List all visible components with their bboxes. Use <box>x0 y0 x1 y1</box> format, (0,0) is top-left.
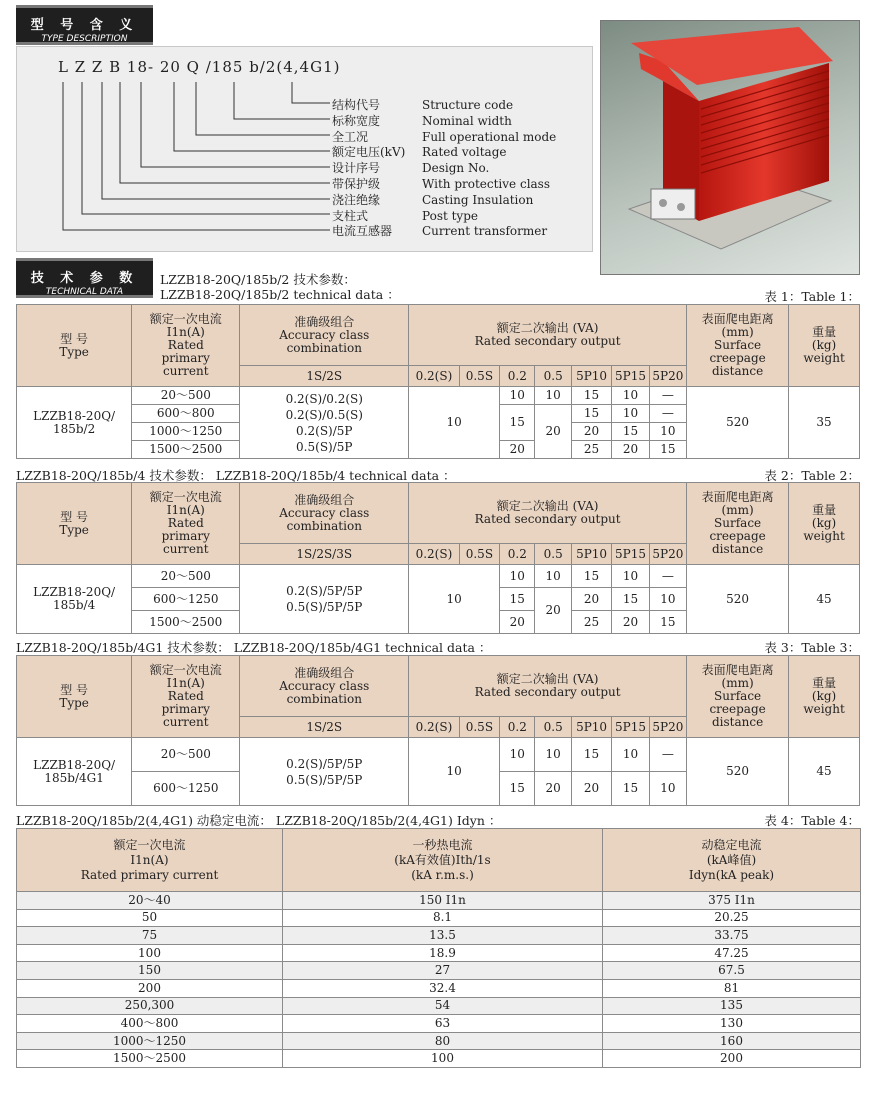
table1-5p10: 20 <box>571 423 611 441</box>
table1-c05: 10 <box>535 387 571 405</box>
legend-en: Design No. <box>422 161 490 176</box>
creepage-header-en1: Surface <box>714 338 762 352</box>
table3-c02: 10 <box>500 738 535 772</box>
table3-accuracy <box>240 738 409 806</box>
weight-header-cn: 重量 <box>812 503 837 517</box>
current-header-sym: I1n(A) <box>166 676 205 690</box>
legend-cn: 全工况 <box>332 129 369 144</box>
t4-current: 1500～2500 <box>17 1050 283 1068</box>
weight-header-en: weight <box>803 351 845 365</box>
accuracy-header-cn: 准确级组合 <box>294 492 355 507</box>
table2-creepage: 520 <box>687 565 789 634</box>
class-0.2S: 0.2(S) <box>409 717 460 738</box>
accuracy-header <box>240 483 409 544</box>
table2-measuring: 10 <box>409 565 500 634</box>
table3-measuring: 10 <box>409 738 500 806</box>
table2-caption: 表 2：Table 2： <box>764 468 860 483</box>
accuracy-header-en2: combination <box>286 691 362 706</box>
tech-label-cn: 技 术 参 数 <box>30 271 139 286</box>
type-label-cn: 型 号 含 义 <box>30 18 139 33</box>
creepage-header-unit: (mm) <box>721 676 754 690</box>
table2-acc-2: 0.5(S)/5P/5P <box>286 600 363 614</box>
legend-en: Rated voltage <box>422 145 507 160</box>
table4-caption-left: LZZB18-20Q/185b/2(4,4G1) 动稳定电流： LZZB18-20Q/185b/2(4,4G1) Idyn ： <box>16 813 502 828</box>
table1-5p15: 15 <box>612 423 649 441</box>
table2-model-line1: LZZB18-20Q/ <box>33 585 116 599</box>
table2-5p10: 25 <box>571 611 611 634</box>
t4-h1-sym: I1n(A) <box>130 852 169 867</box>
legend-cn: 电流互感器 <box>332 224 393 239</box>
leader-full-mode <box>196 82 330 135</box>
class-5P20: 5P20 <box>649 544 686 565</box>
table-row <box>17 909 861 927</box>
table2-caption-left: LZZB18-20Q/185b/4 技术参数： LZZB18-20Q/185b/4 technical data ： <box>16 468 456 483</box>
legend-en: Structure code <box>422 98 514 112</box>
table3-5p20: 10 <box>649 772 686 806</box>
table3-5p10: 20 <box>571 772 611 806</box>
weight-header-unit: (kg) <box>811 338 837 352</box>
class-5P20: 5P20 <box>649 717 686 738</box>
creepage-header-unit: (mm) <box>721 325 754 339</box>
table3-5p10: 15 <box>571 738 611 772</box>
creepage-header <box>687 656 789 738</box>
table1-5p15: 10 <box>612 387 649 405</box>
current-header-cn: 额定一次电流 <box>149 312 222 326</box>
output-header-en: Rated secondary output <box>474 512 621 526</box>
creepage-header-cn: 表面爬电距离 <box>701 312 774 326</box>
table3-model-line2: 185b/4G1 <box>44 770 104 785</box>
table-2 <box>16 482 860 634</box>
t4-dynamic: 375 I1n <box>603 892 861 910</box>
table3-weight: 45 <box>789 738 860 806</box>
type-header-cn: 型 号 <box>60 682 89 697</box>
t4-h2-en: (kA r.m.s.) <box>411 867 474 882</box>
table2-current: 20～500 <box>132 565 240 588</box>
t4-dynamic: 67.5 <box>603 962 861 980</box>
creepage-header <box>687 483 789 565</box>
t4-current: 150 <box>17 962 283 980</box>
tech-label-en: TECHNICAL DATA <box>45 287 124 297</box>
legend-cn: 带保护级 <box>332 176 381 191</box>
current-header-en2: primary <box>161 351 210 365</box>
table3-5p15: 10 <box>612 738 649 772</box>
table2-c05: 10 <box>535 565 571 588</box>
table-row <box>17 944 861 962</box>
t4-current: 200 <box>17 979 283 997</box>
accuracy-subheader: 1S/2S <box>240 366 409 387</box>
table1-acc-2: 0.2(S)/0.5(S) <box>285 407 363 422</box>
class-0.2S: 0.2(S) <box>409 544 460 565</box>
creepage-header-en1: Surface <box>714 516 762 530</box>
table3-model <box>17 738 132 806</box>
table4-caption: 表 4：Table 4： <box>764 813 860 828</box>
table1-measuring: 10 <box>409 387 500 459</box>
table3-current: 20～500 <box>132 738 240 772</box>
legend-row <box>332 128 556 144</box>
table2-model-line2: 185b/4 <box>52 598 96 612</box>
current-header-en2: primary <box>161 702 210 716</box>
t4-current: 400～800 <box>17 1015 283 1033</box>
table2-acc-1: 0.2(S)/5P/5P <box>286 584 363 598</box>
t4-h2-sym: (kA有效值)Ith/1s <box>394 852 491 867</box>
current-header-en3: current <box>163 715 209 729</box>
table2-5p20: 15 <box>649 611 686 634</box>
leader-rated-voltage <box>174 82 330 151</box>
table1-c02: 15 <box>500 405 535 441</box>
accuracy-header-en2: combination <box>286 518 362 533</box>
current-header-en1: Rated <box>167 689 204 703</box>
leader-design-no <box>141 82 330 167</box>
creepage-header-cn: 表面爬电距离 <box>701 490 774 504</box>
table3-caption-left: LZZB18-20Q/185b/4G1 技术参数： LZZB18-20Q/185b/4G1 technical data ： <box>16 640 492 655</box>
weight-header-cn: 重量 <box>812 325 837 339</box>
class-0.5: 0.5 <box>535 366 571 387</box>
current-header <box>132 305 240 387</box>
leader-casting <box>102 82 330 199</box>
accuracy-header-cn: 准确级组合 <box>294 314 355 329</box>
table-row <box>17 979 861 997</box>
legend-en: Nominal width <box>422 113 512 128</box>
type-header <box>17 305 132 387</box>
t4-dynamic: 130 <box>603 1015 861 1033</box>
table-3 <box>16 655 860 806</box>
current-header-en1: Rated <box>167 516 204 530</box>
class-0.5S: 0.5S <box>459 366 499 387</box>
class-5P15: 5P15 <box>612 366 649 387</box>
t4-h3-cn: 动稳定电流 <box>701 837 762 852</box>
table2-5p10: 20 <box>571 588 611 611</box>
table3-c02: 15 <box>500 772 535 806</box>
t4-current: 250,300 <box>17 997 283 1015</box>
table3-creepage: 520 <box>687 738 789 806</box>
t4-h3-sym: (kA峰值) <box>706 852 757 867</box>
accuracy-header <box>240 305 409 366</box>
legend-row <box>332 222 556 238</box>
creepage-header-en2: creepage <box>709 529 766 543</box>
current-header-en1: Rated <box>167 338 204 352</box>
table1-5p10: 15 <box>571 405 611 423</box>
table1-current: 1000～1250 <box>132 423 240 441</box>
legend-row <box>332 96 556 112</box>
table2-current: 1500～2500 <box>132 611 240 634</box>
creepage-header-en1: Surface <box>714 689 762 703</box>
table1-c02: 10 <box>500 387 535 405</box>
class-0.2S: 0.2(S) <box>409 366 460 387</box>
t4-current: 20～40 <box>17 892 283 910</box>
table1-model-line2: 185b/2 <box>52 421 96 436</box>
table1-acc-1: 0.2(S)/0.2(S) <box>285 391 363 406</box>
table1-creepage: 520 <box>687 387 789 459</box>
t4-current: 50 <box>17 909 283 927</box>
class-0.5S: 0.5S <box>459 717 499 738</box>
t4-dynamic: 20.25 <box>603 909 861 927</box>
t4-thermal-header <box>283 829 603 892</box>
legend-row <box>332 191 556 207</box>
current-header-sym: I1n(A) <box>166 503 205 517</box>
table2-c02: 20 <box>500 611 535 634</box>
table-row <box>17 927 861 945</box>
type-header-en: Type <box>59 344 89 359</box>
output-header-en: Rated secondary output <box>474 334 621 348</box>
table1-accuracy <box>240 387 409 459</box>
legend-row <box>332 175 556 191</box>
current-header-cn: 额定一次电流 <box>149 490 222 504</box>
t4-thermal: 54 <box>283 997 603 1015</box>
table1-current: 20～500 <box>132 387 240 405</box>
table-4 <box>16 828 861 1068</box>
accuracy-header-en1: Accuracy class <box>279 327 370 342</box>
t4-thermal: 13.5 <box>283 927 603 945</box>
t4-thermal: 150 I1n <box>283 892 603 910</box>
current-header-en2: primary <box>161 529 210 543</box>
table2-accuracy <box>240 565 409 634</box>
intro-line-en: LZZB18-20Q/185b/2 technical data ： <box>160 287 400 302</box>
leader-structure-code <box>292 82 330 103</box>
t4-current-header <box>17 829 283 892</box>
accuracy-header-en1: Accuracy class <box>279 678 370 693</box>
t4-thermal: 27 <box>283 962 603 980</box>
model-code: L Z Z B 18- 20 Q /185 b/2(4,4G1) <box>58 58 341 76</box>
leader-post <box>82 82 330 214</box>
t4-dynamic: 200 <box>603 1050 861 1068</box>
table1-5p15: 20 <box>612 441 649 459</box>
t4-thermal: 32.4 <box>283 979 603 997</box>
table1-model-line1: LZZB18-20Q/ <box>33 408 116 423</box>
legend-en: Casting Insulation <box>422 192 534 207</box>
creepage-header <box>687 305 789 387</box>
t4-h3-en: Idyn(kA peak) <box>688 867 775 882</box>
table-row <box>17 1032 861 1050</box>
legend-cn: 支柱式 <box>332 208 369 223</box>
weight-header-en: weight <box>803 702 845 716</box>
type-header <box>17 483 132 565</box>
table1-acc-4: 0.5(S)/5P <box>296 439 353 454</box>
weight-header <box>789 305 860 387</box>
table1-model <box>17 387 132 459</box>
legend-en: Current transformer <box>422 224 548 239</box>
current-header <box>132 483 240 565</box>
table2-5p10: 15 <box>571 565 611 588</box>
legend-row <box>332 143 556 159</box>
class-5P15: 5P15 <box>612 544 649 565</box>
class-5P10: 5P10 <box>571 717 611 738</box>
table3-current: 600～1250 <box>132 772 240 806</box>
legend-row <box>332 207 556 223</box>
table3-c05: 20 <box>535 772 571 806</box>
table-row <box>17 1050 861 1068</box>
class-0.5S: 0.5S <box>459 544 499 565</box>
type-header-cn: 型 号 <box>60 509 89 524</box>
weight-header-cn: 重量 <box>812 676 837 690</box>
class-0.2: 0.2 <box>500 366 535 387</box>
accuracy-header <box>240 656 409 717</box>
table2-c02: 10 <box>500 565 535 588</box>
table-row <box>17 892 861 910</box>
table2-5p15: 20 <box>612 611 649 634</box>
class-5P15: 5P15 <box>612 717 649 738</box>
creepage-header-en3: distance <box>711 715 764 729</box>
table1-5p10: 25 <box>571 441 611 459</box>
table1-c02: 20 <box>500 441 535 459</box>
class-5P10: 5P10 <box>571 544 611 565</box>
table1-caption: 表 1：Table 1： <box>764 289 860 304</box>
legend-cn: 额定电压(kV) <box>332 145 406 160</box>
legend-cn: 设计序号 <box>332 161 381 176</box>
weight-header <box>789 656 860 738</box>
table3-acc-2: 0.5(S)/5P/5P <box>286 772 363 787</box>
output-header-en: Rated secondary output <box>474 685 621 699</box>
type-header <box>17 656 132 738</box>
class-0.5: 0.5 <box>535 717 571 738</box>
table2-5p20: 10 <box>649 588 686 611</box>
legend-en: With protective class <box>422 176 550 191</box>
table1-weight: 35 <box>789 387 860 459</box>
weight-header-unit: (kg) <box>811 516 837 530</box>
legend-cn: 标称宽度 <box>332 113 381 128</box>
transformer-illustration <box>601 21 859 274</box>
legend-row <box>332 112 556 128</box>
creepage-header-cn: 表面爬电距离 <box>701 663 774 677</box>
table3-model-line1: LZZB18-20Q/ <box>33 757 116 772</box>
table1-5p15: 10 <box>612 405 649 423</box>
t4-dynamic: 160 <box>603 1032 861 1050</box>
current-header-cn: 额定一次电流 <box>149 663 222 677</box>
creepage-header-en3: distance <box>711 364 764 378</box>
accuracy-subheader: 1S/2S/3S <box>240 544 409 565</box>
current-header-en3: current <box>163 364 209 378</box>
table1-5p10: 15 <box>571 387 611 405</box>
type-header-cn: 型 号 <box>60 331 89 346</box>
creepage-header-en2: creepage <box>709 702 766 716</box>
output-header <box>409 305 687 366</box>
class-5P20: 5P20 <box>649 366 686 387</box>
table2-5p15: 10 <box>612 565 649 588</box>
class-0.2: 0.2 <box>500 717 535 738</box>
t4-dynamic-header <box>603 829 861 892</box>
output-header <box>409 656 687 717</box>
t4-h1-en: Rated primary current <box>80 867 219 882</box>
legend-cn: 浇注绝缘 <box>332 192 381 207</box>
table-row <box>17 997 861 1015</box>
t4-h2-cn: 一秒热电流 <box>412 837 473 852</box>
table3-caption: 表 3：Table 3： <box>764 640 860 655</box>
table3-acc-1: 0.2(S)/5P/5P <box>286 756 363 771</box>
type-label-en: TYPE DESCRIPTION <box>41 34 128 44</box>
intro-line-cn: LZZB18-20Q/185b/2 技术参数： <box>160 272 356 287</box>
creepage-header-en2: creepage <box>709 351 766 365</box>
output-header <box>409 483 687 544</box>
table3-5p15: 15 <box>612 772 649 806</box>
table2-c02: 15 <box>500 588 535 611</box>
t4-dynamic: 33.75 <box>603 927 861 945</box>
table1-5p20: 15 <box>649 441 686 459</box>
accuracy-header-en2: combination <box>286 340 362 355</box>
table1-5p20: — <box>649 405 686 423</box>
weight-header-unit: (kg) <box>811 689 837 703</box>
table2-c05: 20 <box>535 588 571 634</box>
current-header <box>132 656 240 738</box>
table-row <box>17 1015 861 1033</box>
table-row <box>17 962 861 980</box>
current-header-en3: current <box>163 542 209 556</box>
legend-en: Full operational mode <box>422 129 557 144</box>
accuracy-subheader: 1S/2S <box>240 717 409 738</box>
t4-dynamic: 47.25 <box>603 944 861 962</box>
t4-thermal: 8.1 <box>283 909 603 927</box>
t4-thermal: 18.9 <box>283 944 603 962</box>
t4-current: 100 <box>17 944 283 962</box>
table3-c05: 10 <box>535 738 571 772</box>
table1-current: 1500～2500 <box>132 441 240 459</box>
class-0.5: 0.5 <box>535 544 571 565</box>
t4-dynamic: 81 <box>603 979 861 997</box>
leader-protective <box>120 82 330 183</box>
table2-5p20: — <box>649 565 686 588</box>
accuracy-header-en1: Accuracy class <box>279 505 370 520</box>
table1-5p20: — <box>649 387 686 405</box>
table1-c05: 20 <box>535 405 571 459</box>
creepage-header-unit: (mm) <box>721 503 754 517</box>
table2-5p15: 15 <box>612 588 649 611</box>
output-header-cn: 额定二次输出 (VA) <box>496 499 599 513</box>
output-header-cn: 额定二次输出 (VA) <box>496 672 599 686</box>
creepage-header-en3: distance <box>711 542 764 556</box>
legend-en: Post type <box>422 208 478 223</box>
t4-current: 75 <box>17 927 283 945</box>
table2-weight: 45 <box>789 565 860 634</box>
class-0.2: 0.2 <box>500 544 535 565</box>
table-1 <box>16 304 860 459</box>
leader-nominal-width <box>234 82 330 119</box>
t4-thermal: 63 <box>283 1015 603 1033</box>
t4-dynamic: 135 <box>603 997 861 1015</box>
weight-header <box>789 483 860 565</box>
type-header-en: Type <box>59 695 89 710</box>
table1-acc-3: 0.2(S)/5P <box>296 423 353 438</box>
table2-current: 600～1250 <box>132 588 240 611</box>
table1-current: 600～800 <box>132 405 240 423</box>
legend-row <box>332 159 556 175</box>
technical-data-label <box>16 258 153 298</box>
table3-5p20: — <box>649 738 686 772</box>
current-header-sym: I1n(A) <box>166 325 205 339</box>
t4-thermal: 100 <box>283 1050 603 1068</box>
weight-header-en: weight <box>803 529 845 543</box>
table1-5p20: 10 <box>649 423 686 441</box>
type-header-en: Type <box>59 522 89 537</box>
table2-model <box>17 565 132 634</box>
accuracy-header-cn: 准确级组合 <box>294 665 355 680</box>
legend-cn: 结构代号 <box>332 98 381 112</box>
product-photo <box>600 20 860 275</box>
t4-h1-cn: 额定一次电流 <box>113 837 186 852</box>
legend-list <box>332 96 556 238</box>
t4-thermal: 80 <box>283 1032 603 1050</box>
t4-current: 1000～1250 <box>17 1032 283 1050</box>
class-5P10: 5P10 <box>571 366 611 387</box>
terminal-box <box>651 189 695 219</box>
output-header-cn: 额定二次输出 (VA) <box>496 321 599 335</box>
